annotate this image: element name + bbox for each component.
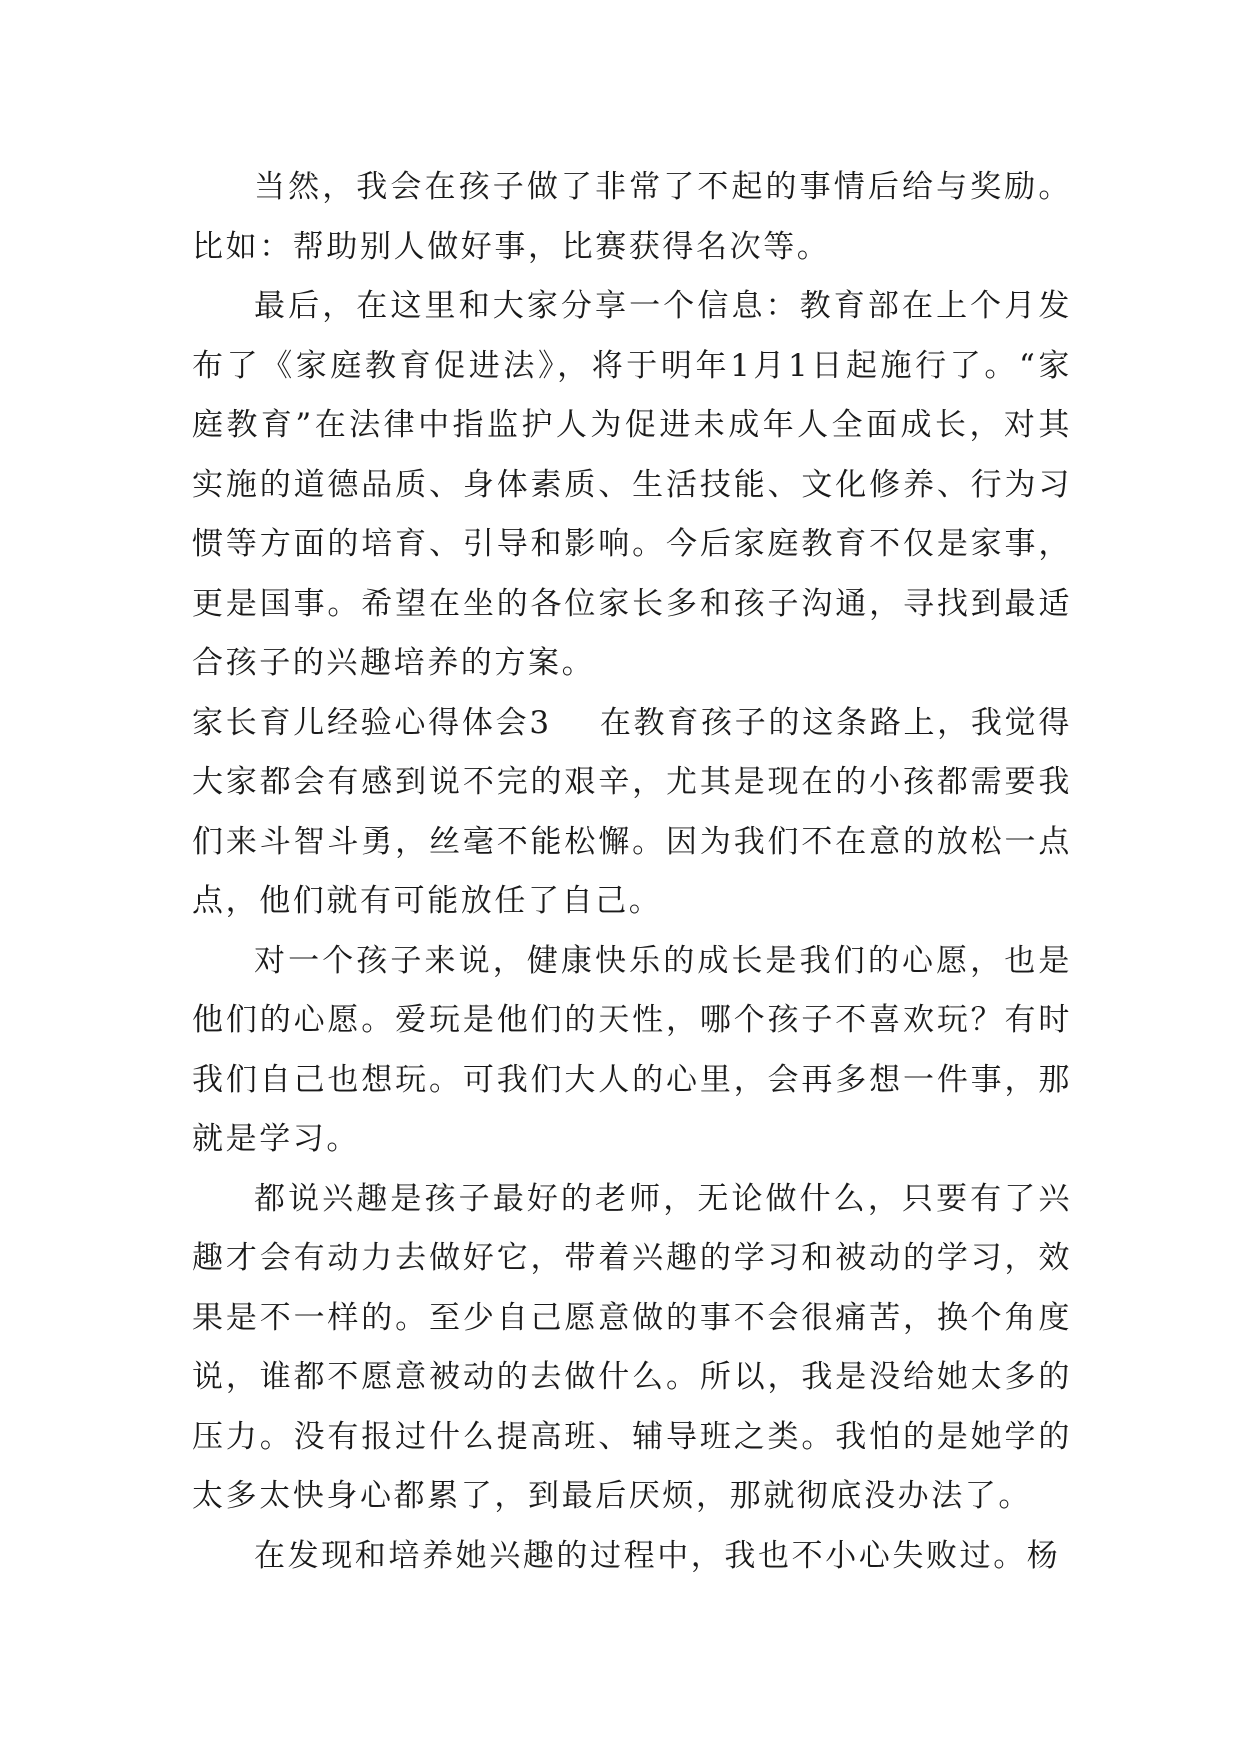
paragraph-healthy-growth: 对一个孩子来说，健康快乐的成长是我们的心愿，也是他们的心愿。爱玩是他们的天性，哪个孩子不喜欢玩？有时我们自己也想玩。可我们大人的心里，会再多想一件事，那就是学习。 [192, 942, 1072, 1157]
section-first-paragraph: 在教育孩子的这条路上，我觉得大家都会有感到说不完的艰辛，尤其是现在的小孩都需要我们来斗智斗勇，丝毫不能松懈。因为我们不在意的放松一点点，他们就有可能放任了自己。 [192, 704, 1072, 919]
document-body [192, 158, 1072, 1586]
paragraph-reward: 当然，我会在孩子做了非常了不起的事情后给与奖励。比如：帮助别人做好事，比赛获得名次等。 [192, 169, 1072, 265]
paragraph-discovering-interest: 在发现和培养她兴趣的过程中，我也不小心失败过。杨 [254, 1537, 1061, 1574]
section-paragraph [192, 694, 1072, 932]
paragraph-family-education-law: 最后，在这里和大家分享一个信息：教育部在上个月发布了《家庭教育促进法》，将于明年1月1日起施行了。“家庭教育”在法律中指监护人为促进未成年人全面成长，对其实施的道德品质、身体素质、生活技能、文化修养、行为习惯等方面的培育、引导和影响。今后家庭教育不仅是家事，更是国事。希望在坐的各位家长多和孩子沟通，寻找到最适合孩子的兴趣培养的方案。 [192, 288, 1072, 681]
paragraph-interest-teacher: 都说兴趣是孩子最好的老师，无论做什么，只要有了兴趣才会有动力去做好它，带着兴趣的学习和被动的学习，效果是不一样的。至少自己愿意做的事不会很痛苦，换个角度说，谁都不愿意被动的去做什么。所以，我是没给她太多的压力。没有报过什么提高班、辅导班之类。我怕的是她学的太多太快身心都累了，到最后厌烦，那就彻底没办法了。 [192, 1180, 1072, 1514]
section-heading: 家长育儿经验心得体会3 [192, 704, 552, 741]
